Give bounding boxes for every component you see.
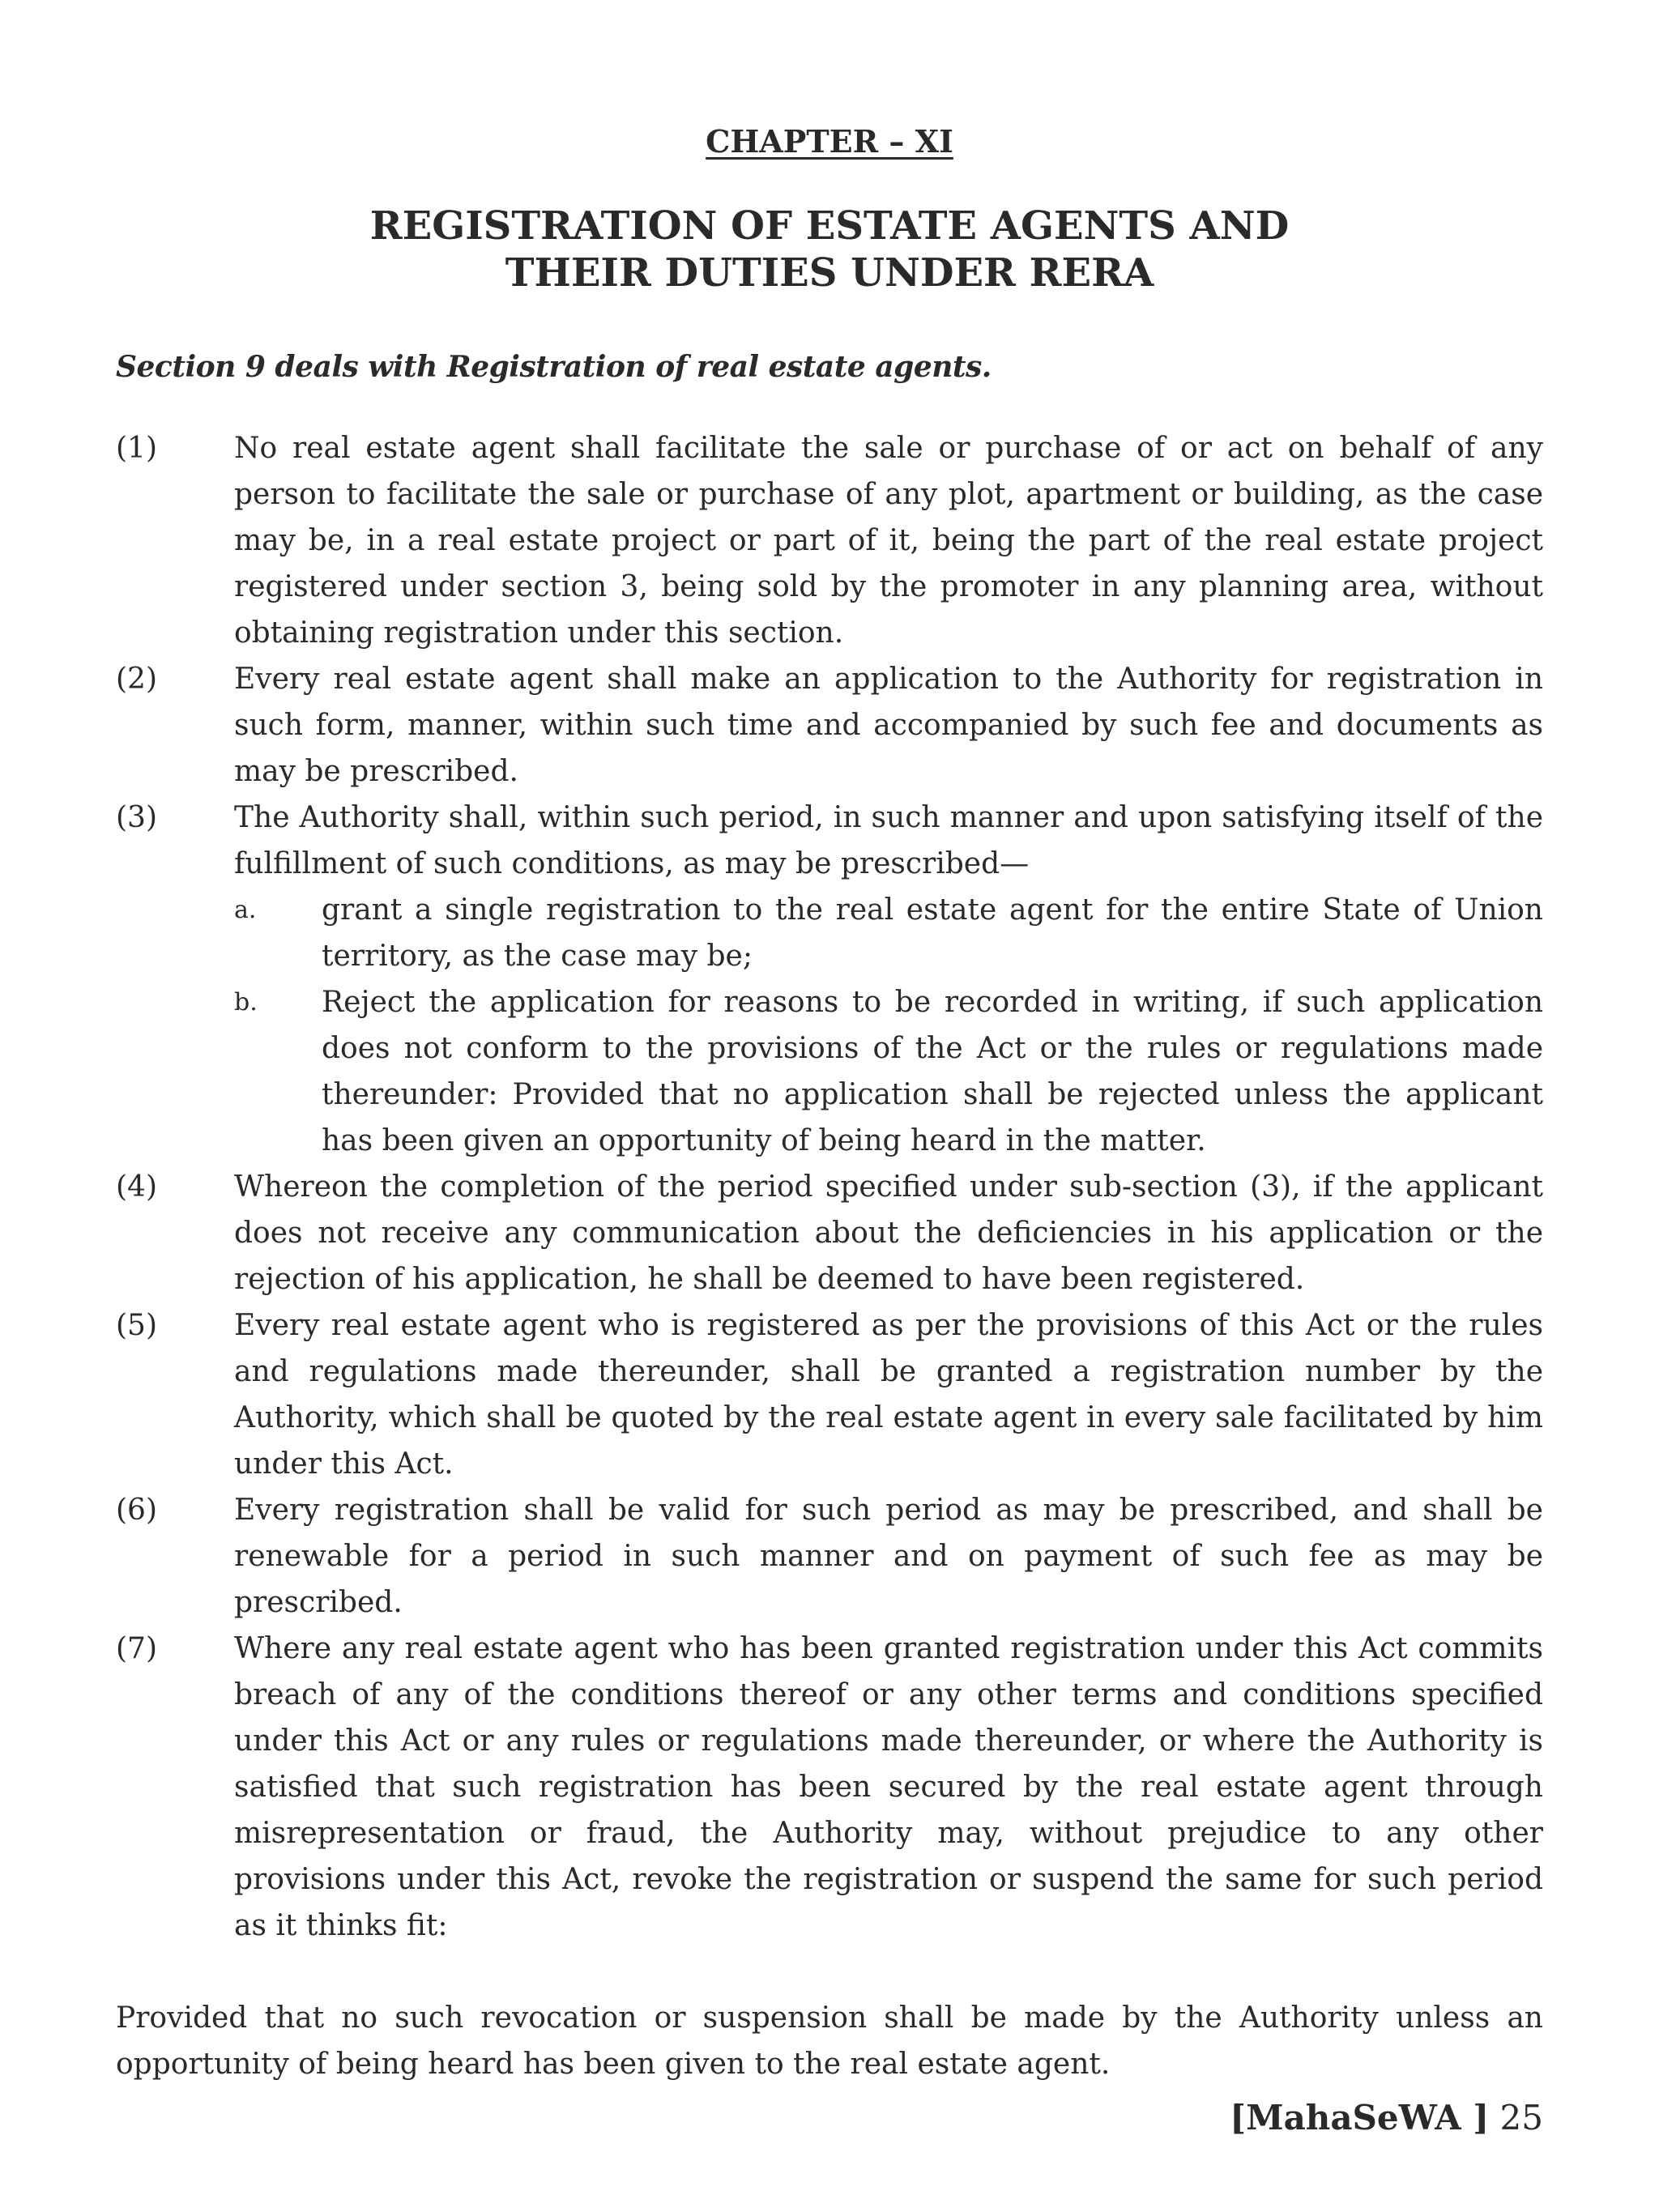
subclause-text: grant a single registration to the real estate agent for the entire State of Union territory, as the case may be; — [322, 893, 1543, 973]
clause-number: (7) — [116, 1631, 157, 1665]
title-line-2: THEIR DUTIES UNDER RERA — [505, 249, 1154, 296]
title-line-1: REGISTRATION OF ESTATE AGENTS AND — [369, 202, 1290, 249]
publisher-brand: [MahaSeWA ] — [1230, 2098, 1490, 2137]
subclause-label: a. — [234, 895, 257, 924]
section-heading: Section 9 deals with Registration of real estate agents. — [116, 349, 992, 384]
clause-3 — [116, 795, 1543, 1164]
clause-number: (3) — [116, 800, 157, 834]
subclause-b — [234, 979, 1543, 1164]
clause-number: (5) — [116, 1308, 157, 1342]
page-footer — [1230, 2098, 1543, 2138]
clause-text: Every real estate agent shall make an application to the Authority for registration in such form, manner, within such time and accompanied by such fee and documents as may be prescribed. — [234, 662, 1543, 788]
clause-number: (2) — [116, 662, 157, 696]
clause-number: (4) — [116, 1170, 157, 1204]
clause-6 — [116, 1487, 1543, 1626]
clause-number: (1) — [116, 431, 157, 465]
clause-text: Every real estate agent who is registered as per the provisions of this Act or the rules and regulations made thereunder, shall be granted a registration number by the Authority, which shall be quoted by the real estate agent in every sale facilitated by him under this Act. — [234, 1308, 1543, 1481]
proviso-paragraph: Provided that no such revocation or suspension shall be made by the Authority unless an opportunity of being heard has been given to the real estate agent. — [116, 2001, 1543, 2081]
clause-text: No real estate agent shall facilitate the sale or purchase of or act on behalf of any person to facilitate the sale or purchase of any plot, apartment or building, as the case may be, in a real estate project or part of it, being the part of the real estate project registered under section 3, being sold by the promoter in any planning area, without obtaining registration under this section. — [234, 431, 1543, 650]
chapter-heading: CHAPTER – XI — [706, 123, 953, 160]
clause-7 — [116, 1626, 1543, 1949]
clause-body — [234, 795, 1543, 1164]
clause-text: Whereon the completion of the period specified under sub-section (3), if the applicant does not receive any communication about the deficiencies in his application or the rejection of his application, he shall be deemed to have been registered. — [234, 1170, 1543, 1296]
clause-number: (6) — [116, 1493, 157, 1527]
clause-list — [116, 425, 1543, 1949]
subclause-a — [234, 887, 1543, 979]
subclause-label: b. — [234, 987, 258, 1016]
clause-1 — [116, 425, 1543, 656]
subclause-text: Reject the application for reasons to be recorded in writing, if such application does not conform to the provisions of the Act or the rules or regulations made thereunder: Provided that no application shall be rejected unless the applicant has been given an opportunity of being heard in the matter. — [322, 985, 1543, 1157]
clause-text: Every registration shall be valid for such period as may be prescribed, and shall be renewable for a period in such manner and on payment of such fee as may be prescribed. — [234, 1493, 1543, 1619]
page-number: 25 — [1499, 2098, 1543, 2137]
clause-2 — [116, 656, 1543, 795]
clause-4 — [116, 1164, 1543, 1302]
clause-text: Where any real estate agent who has been granted registration under this Act commits breach of any of the conditions thereof or any other terms and conditions specified under this Act or any rules or regulations made thereunder, or where the Authority is satisfied that such registration has been secured by the real estate agent through misrepresentation or fraud, the Authority may, without prejudice to any other provisions under this Act, revoke the registration or suspend the same for such period as it thinks fit: — [234, 1631, 1543, 1942]
page-title — [116, 202, 1543, 296]
clause-text: The Authority shall, within such period, in such manner and upon satisfying itself of the fulfillment of such conditions, as may be prescribed— — [234, 800, 1543, 880]
document-page — [116, 113, 1543, 2087]
clause-5 — [116, 1302, 1543, 1487]
